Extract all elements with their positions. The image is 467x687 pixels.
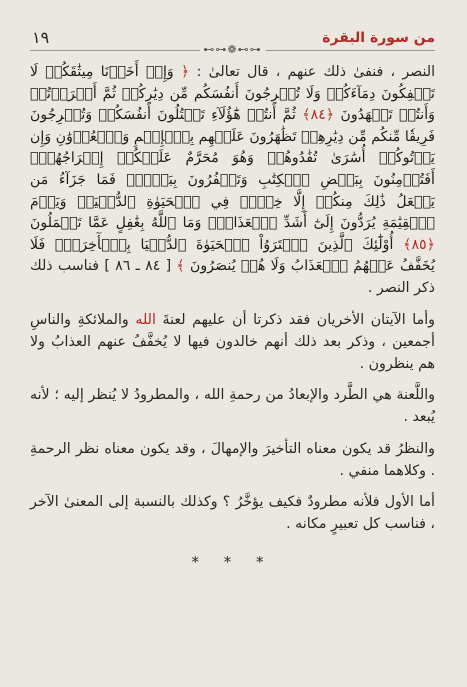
quran-bracket-open: ﴿: [181, 64, 190, 80]
quran-verse-86: أُوْلَٰٓئِكَ ٱلَّذِينَ ٱشۡتَرَوُاْ ٱلۡحَيَوٰةَ ٱلدُّنۡيَا بِٱلۡأٓخِرَةِۖ فَلَا يُخَفَّفُ عَنۡهُمُ ٱلۡعَذَابُ وَلَا هُمۡ يُنصَرُونَ: [30, 236, 435, 275]
header-ornament-icon: ⊷⊶❁⊷⊶: [199, 43, 265, 56]
quran-bracket-close: ﴾: [176, 258, 185, 275]
quran-verse-84: وَإِذۡ أَخَذۡنَا مِيثَٰقَكُمۡ لَا تَسۡفِكُونَ دِمَآءَكُمۡ وَلَا تُخۡرِجُونَ أَنفُسَكُم مِّن دِيَٰرِكُمۡ ثُمَّ أَقۡرَرۡتُمۡ وَأَنتُمۡ تَشۡهَدُونَ: [30, 64, 436, 124]
divine-name: الله: [135, 311, 156, 328]
ayah-number-84: ٨٤: [310, 107, 326, 124]
page-body: [30, 62, 435, 571]
paragraph-2-part-b: والملائكةِ والناسِ أجمعين ، وذكر بعد ذلك أنهم خالدون فيها لا يُخفَّفُ عنهم العذابُ ولا هم ينظرون .: [30, 311, 435, 372]
paragraph-1-outro: فناسب ذلك ذكر النصر .: [30, 258, 435, 296]
ayah-marker-85: ﴿٨٥﴾: [403, 236, 436, 253]
paragraph-1-intro: النصر ، فنفىٰ ذلك عنهم ، قال تعالىٰ :: [196, 64, 436, 80]
quran-verse-85: ثُمَّ أَنتُمۡ هَٰٓؤُلَآءِ تَقۡتُلُونَ أَنفُسَكُمۡ وَتُخۡرِجُونَ فَرِيقٗا مِّنكُم مِّن دِيَٰرِهِمۡ تَظَٰهَرُونَ عَلَيۡهِم بِٱلۡإِثۡمِ وَٱلۡعُدۡوَٰنِ وَإِن يَأۡتُوكُمۡ أُسَٰرَىٰ تُفَٰدُوهُمۡ وَهُوَ مُحَرَّمٌ عَلَيۡكُمۡ إِخۡرَاجُهُمۡۚ أَفَتُؤۡمِنُونَ بِبَعۡضِ ٱلۡكِتَٰبِ وَتَكۡفُرُونَ بِبَعۡضٖۚ فَمَا جَزَآءُ مَن يَفۡعَلُ ذَٰلِكَ مِنكُمۡ إِلَّا خِزۡيٞ فِي ٱلۡحَيَوٰةِ ٱلدُّنۡيَاۖ وَيَوۡمَ ٱلۡقِيَٰمَةِ يُرَدُّونَ إِلَىٰٓ أَشَدِّ ٱلۡعَذَابِۗ وَمَا ٱللَّهُ بِغَٰفِلٍ عَمَّا تَعۡمَلُونَ: [30, 107, 435, 232]
page-number: ١٩: [32, 28, 50, 47]
paragraph-5: أما الأول فلأنه مطرودٌ فكيف يؤخَّرُ ؟ وكذلك بالنسبة إلى المعنىٰ الآخر ، فناسب كل تعبيرٍ مكانه .: [30, 493, 435, 533]
surah-title: من سورة البقرة: [322, 30, 435, 46]
paragraph-3: واللَّعنة هي الطَّرد والإبعادُ من رحمةِ الله ، والمطرودُ لا يُنظر إليه ؛ لأنه يُبعد .: [30, 387, 435, 426]
verse-reference: [ ٨٤ ـ ٨٦ ]: [104, 258, 172, 275]
paragraph-2: [30, 309, 435, 376]
ayah-number-85: ٨٥: [411, 236, 427, 253]
paragraph-2-part-a: وأما الآيتان الأخريان فقد ذكرتا أن عليهم لعنةَ: [162, 311, 435, 328]
page-header: [30, 22, 435, 56]
paragraph-1: [30, 62, 435, 300]
ayah-marker-84: ﴿٨٤﴾: [302, 107, 335, 124]
section-divider: * * *: [191, 553, 274, 572]
paragraph-4: والنظرُ قد يكون معناه التأخيرَ والإمهالَ ، وقد يكون معناه نظر الرحمةِ . وكلاهما منفي .: [30, 440, 435, 479]
